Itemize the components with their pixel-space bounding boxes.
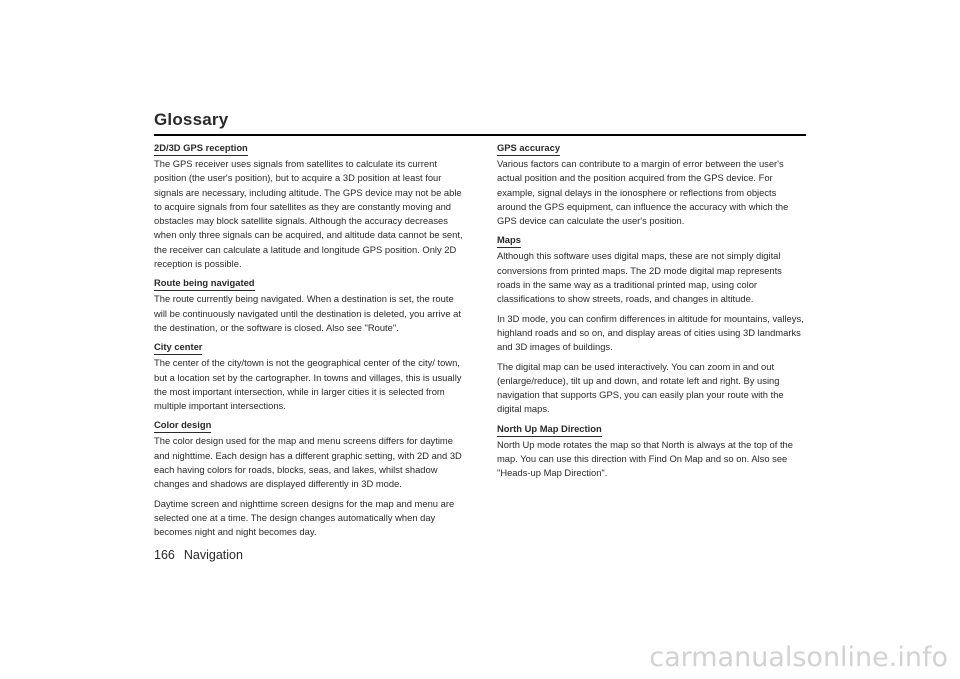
glossary-term: GPS accuracy xyxy=(497,142,560,156)
glossary-definition: In 3D mode, you can confirm differences in altitude for mountains, valleys, highland roads and so on, and display areas of cities using 3D landmarks and 3D images of buildings. xyxy=(497,312,804,353)
right-column xyxy=(497,141,807,486)
glossary-term: North Up Map Direction xyxy=(497,423,602,437)
glossary-definition: Various factors can contribute to a margin of error between the user's actual position and the position acquired from the GPS device. For example, signal delays in the ionosphere or reflections from objects around the GPS equipment, can influence the accuracy with which the GPS device can calculate the user's position. xyxy=(497,158,789,227)
glossary-term: Route being navigated xyxy=(154,277,255,291)
glossary-definition: North Up mode rotates the map so that North is always at the top of the map. You can use this direction with Find On Map and so on. Also see "Heads-up Map Direction". xyxy=(497,438,793,479)
glossary-entry-city-center xyxy=(154,340,464,413)
title-divider xyxy=(154,134,806,136)
page-footer xyxy=(154,548,243,562)
glossary-definition: The color design used for the map and menu screens differs for daytime and nighttime. Each design has a different graphic setting, with 2D and 3D each having colors for roads, blocks, seas, and lakes, whilst shadow changes and shadows are displayed differently in 3D mode. xyxy=(154,435,462,490)
glossary-entry-route-being-navigated xyxy=(154,276,464,335)
glossary-definition: Daytime screen and nighttime screen designs for the map and menu are selected one at a time. The design changes automatically when day becomes night and night becomes day. xyxy=(154,497,455,538)
glossary-entry-gps-accuracy xyxy=(497,141,807,228)
glossary-term: 2D/3D GPS reception xyxy=(154,142,248,156)
glossary-entry-maps xyxy=(497,233,807,416)
glossary-entry-color-design xyxy=(154,418,464,539)
glossary-definition: The GPS receiver uses signals from satellites to calculate its current position (the user's position), but to acquire a 3D position at least four signals are necessary, including altitude. The GPS device may not be able to acquire signals from four satellites as they are constantly moving and obstacles may block satellite signals. Although the accuracy decreases when only three signals can be acquired, and altitude data cannot be sent, the receiver can calculate a latitude and longitude GPS position. Only 2D reception is possible. xyxy=(154,158,463,270)
glossary-definition: The route currently being navigated. When a destination is set, the route will be continuously navigated until the destination is deleted, you arrive at the destination, or the software is closed. Also see "Route". xyxy=(154,293,461,333)
left-column xyxy=(154,141,464,545)
glossary-term: City center xyxy=(154,341,202,355)
section-name: Navigation xyxy=(183,548,243,562)
glossary-term: Color design xyxy=(154,419,211,433)
watermark: carmanualsonline.info xyxy=(649,642,948,673)
page-number: 166 xyxy=(154,548,175,562)
glossary-definition: The digital map can be used interactively. You can zoom in and out (enlarge/reduce), tilt up and down, and rotate left and right. By using navigation that supports GPS, you can easily plan your route with the digital maps. xyxy=(497,360,784,415)
glossary-term: Maps xyxy=(497,234,521,248)
glossary-entry-north-up-map-direction xyxy=(497,422,807,481)
glossary-entry-2d3d-gps-reception xyxy=(154,141,464,271)
glossary-definition: The center of the city/town is not the geographical center of the city/ town, but a location set by the cartographer. In towns and villages, this is usually the most important intersection, while in larger cities it is selected from multiple important intersections. xyxy=(154,357,462,412)
page-title: Glossary xyxy=(154,110,229,129)
glossary-definition: Although this software uses digital maps, these are not simply digital conversions from printed maps. The 2D mode digital map represents roads in the same way as a traditional printed map, using color classifications to show streets, roads, and changes in altitude. xyxy=(497,250,782,305)
